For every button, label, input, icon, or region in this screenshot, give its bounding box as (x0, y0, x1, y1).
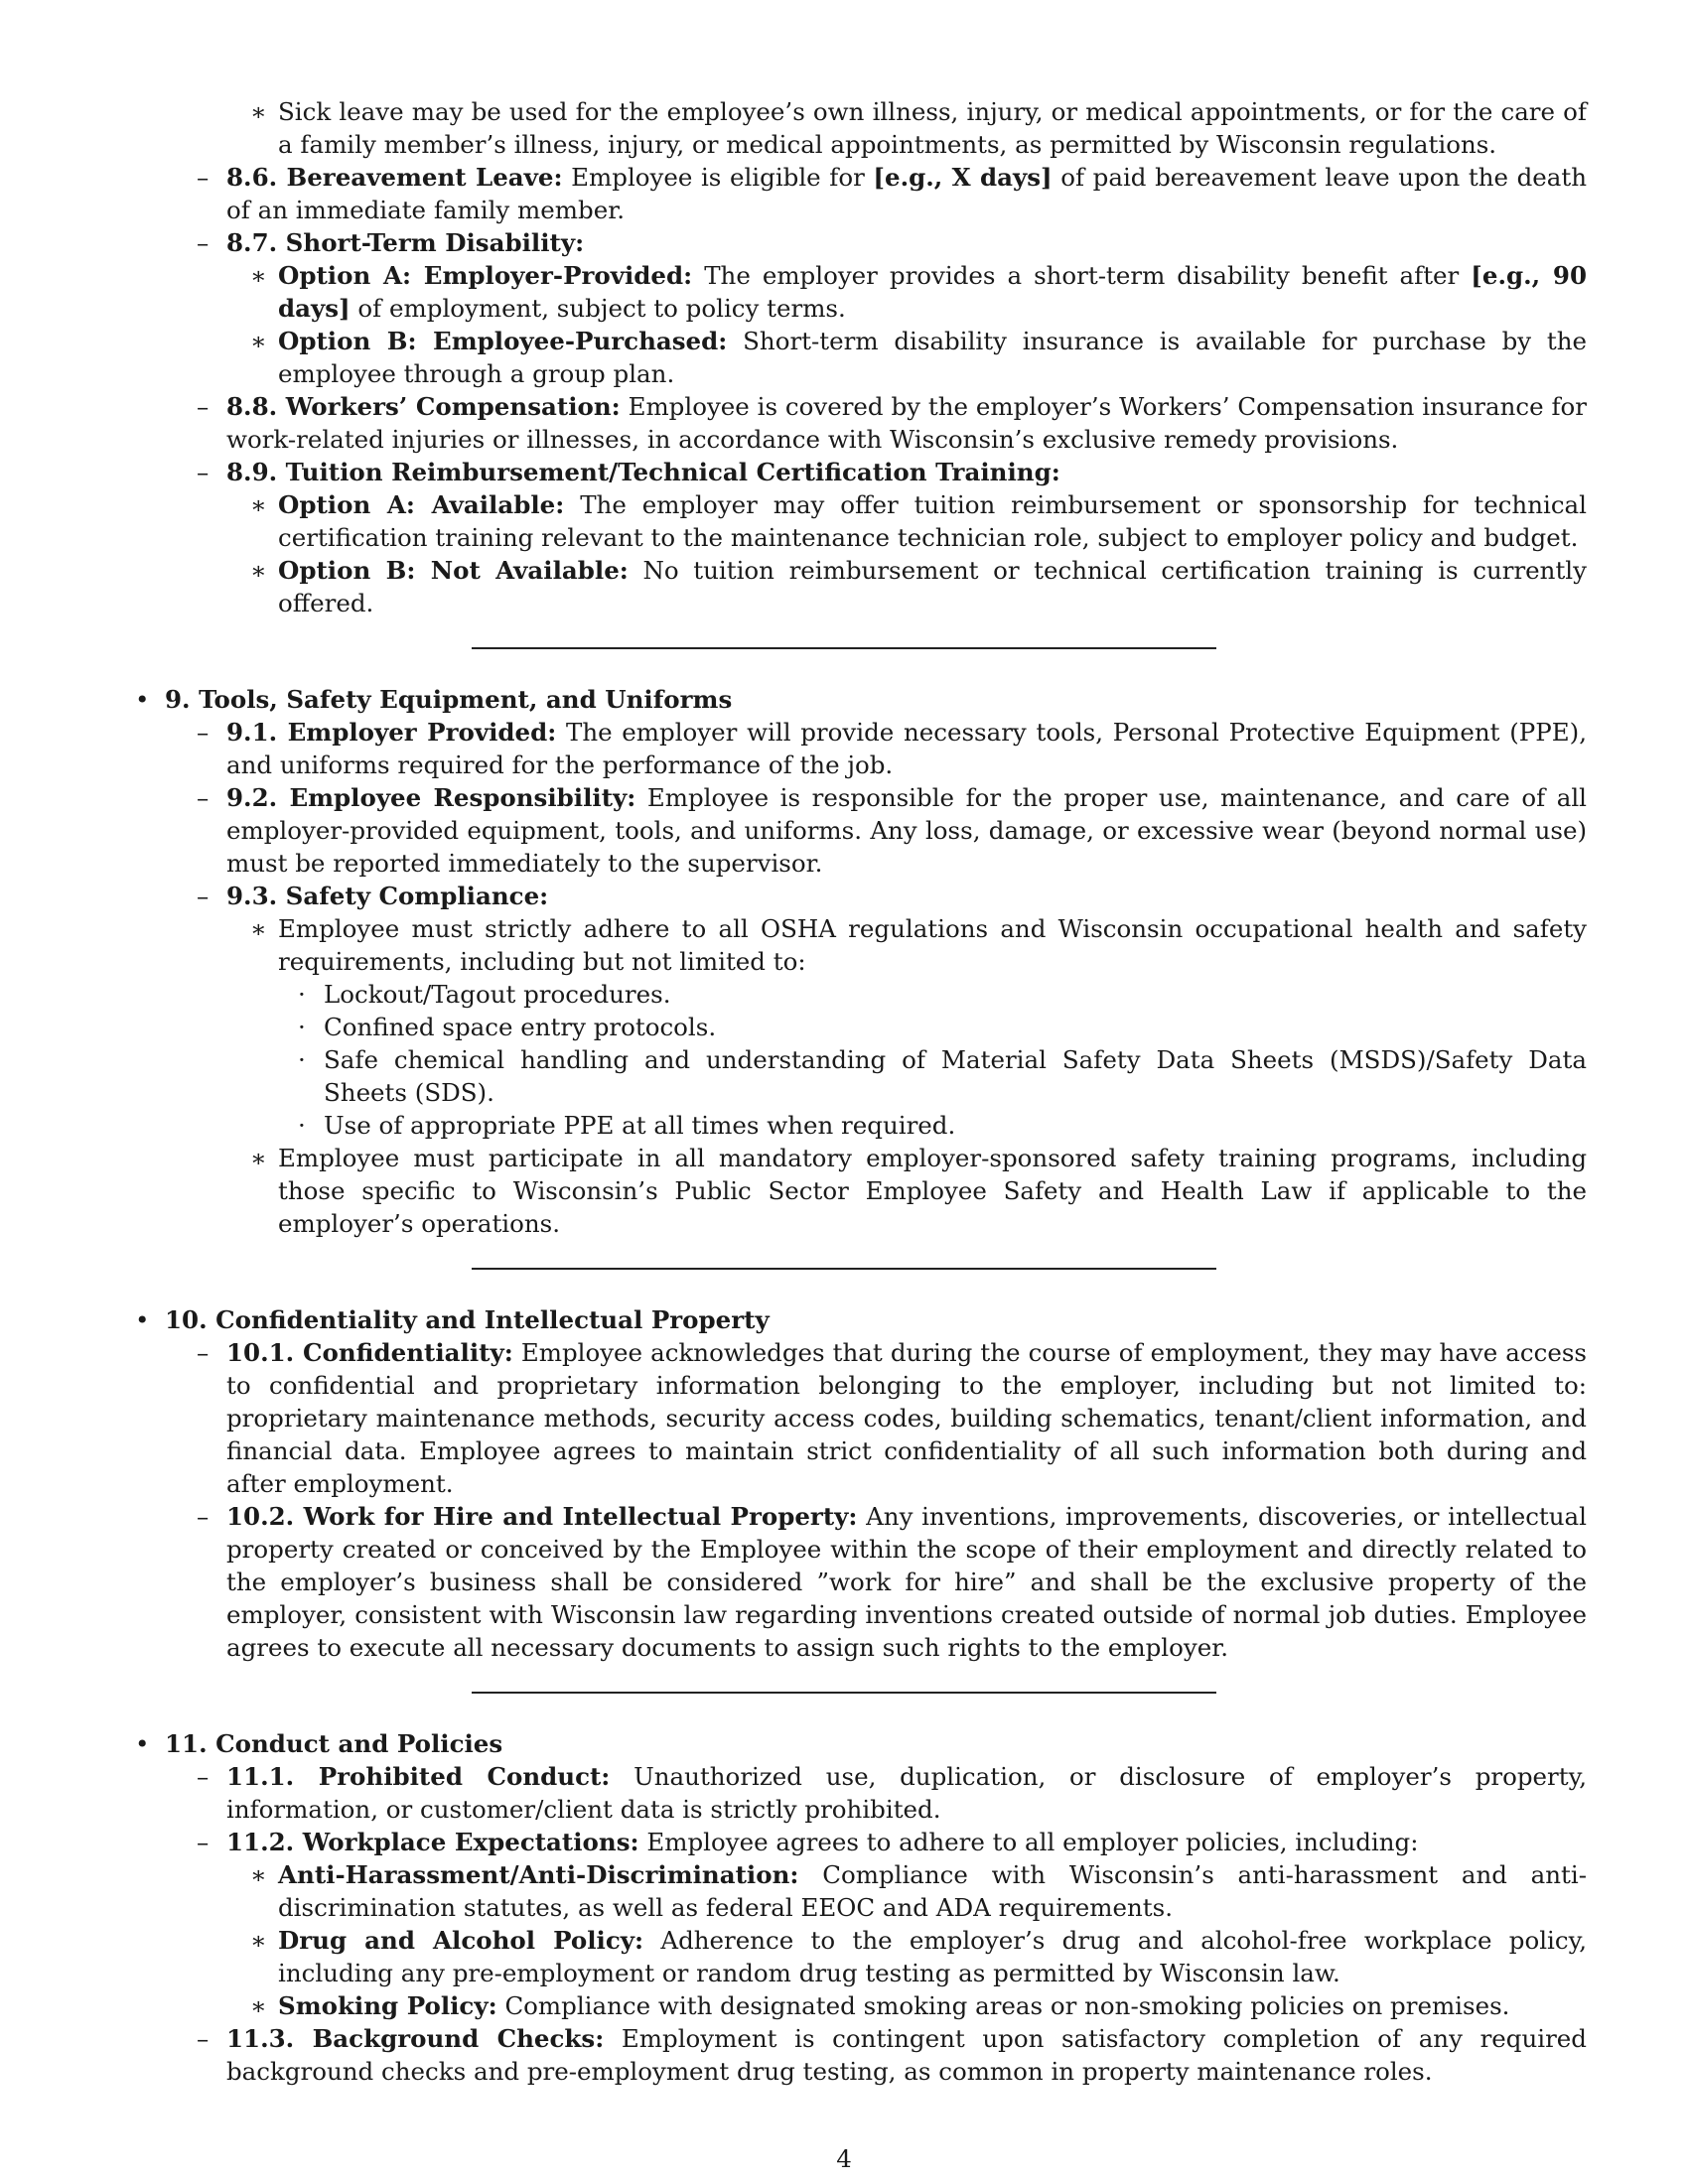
item-text: The employer will provide necessary tools, Personal Protective Equipment (PPE), and uniforms required for the performance of the job. (226, 718, 1587, 779)
item-label: 8.9. Tuition Reimbursement/Technical Certification Training: (226, 458, 1060, 486)
item-label: 11.2. Workplace Expectations: (226, 1828, 639, 1856)
dot-marker: · (298, 1013, 306, 1041)
dash-marker: – (197, 458, 210, 486)
star-marker: ∗ (250, 490, 267, 519)
item-label: 9.2. Employee Responsibility: (226, 783, 636, 812)
item-8-7-option-a (250, 259, 1588, 325)
item-text: Employment is contingent upon satisfactory completion of any required background checks and pre-employment drug testing, as common in property maintenance roles. (226, 2024, 1587, 2086)
item-label: 8.6. Bereavement Leave: (226, 163, 563, 192)
section-9-heading (135, 683, 1587, 716)
item-text: Employee is responsible for the proper use, maintenance, and care of all employer-provided equipment, tools, and uniforms. Any loss, damage, or excessive wear (beyond normal use) must be reported immediately to the supervisor. (226, 783, 1588, 878)
item-text: Employee must participate in all mandatory employer-sponsored safety training programs, including those specific to Wisconsin’s Public Sector Employee Safety and Health Law if applicable to the employer’s operations. (278, 1144, 1587, 1238)
dot-marker: · (298, 1111, 306, 1140)
placeholder-text: [e.g., X days] (873, 163, 1053, 192)
item-label: 8.7. Short-Term Disability: (226, 228, 585, 257)
item-8-9-option-b (250, 554, 1587, 619)
item-text: Employee agrees to adhere to all employer policies, including: (646, 1828, 1419, 1856)
bullet-marker: • (135, 1305, 150, 1334)
document-page (0, 95, 1688, 2088)
dash-marker: – (197, 392, 210, 421)
section-heading: 11. Conduct and Policies (165, 1729, 503, 1758)
star-marker: ∗ (250, 1991, 267, 2020)
option-text: The employer may offer tuition reimbursement or sponsorship for technical certification training relevant to the maintenance technician role, subject to employer policy and budget. (278, 490, 1587, 552)
item-9-3-a (250, 912, 1587, 978)
item-text: Employee must strictly adhere to all OSHA regulations and Wisconsin occupational health and safety requirements, including but not limited to: (278, 914, 1587, 976)
section-11-heading (135, 1727, 1587, 1760)
option-label: Option B: Employee-Purchased: (278, 327, 728, 355)
dash-marker: – (197, 1502, 210, 1531)
item-10-2 (197, 1500, 1587, 1664)
option-label: Option B: Not Available: (278, 556, 629, 585)
item-label: 8.8. Workers’ Compensation: (226, 392, 621, 421)
dash-marker: – (197, 1762, 210, 1791)
list-item-text: Use of appropriate PPE at all times when required. (324, 1111, 956, 1140)
dash-marker: – (197, 1338, 210, 1367)
list-item-text: Lockout/Tagout procedures. (324, 980, 671, 1009)
section-10-heading (135, 1303, 1587, 1336)
dash-marker: – (197, 783, 210, 812)
option-text: Adherence to the employer’s drug and alcohol-free workplace policy, including any pre-employment or random drug testing as permitted by Wisconsin law. (278, 1926, 1587, 1987)
star-marker: ∗ (250, 1144, 267, 1172)
page-number: 4 (836, 2144, 852, 2173)
option-text: The employer provides a short-term disability benefit after (704, 261, 1472, 290)
list-item-text: Confined space entry protocols. (324, 1013, 717, 1041)
item-text: Employee acknowledges that during the course of employment, they may have access to confidential and proprietary information belonging to the employer, including but not limited to: proprietary maintenance methods, security access codes, building schematics, tenant/client information, and financial data. Employee agrees to maintain strict confidentiality of all such information both during and after employment. (226, 1338, 1587, 1498)
dash-marker: – (197, 2024, 210, 2053)
item-9-3 (197, 880, 1587, 912)
option-text: Short-term disability insurance is available for purchase by the employee through a group plan. (278, 327, 1588, 388)
item-11-2-c (250, 1989, 1587, 2022)
option-text: Compliance with Wisconsin’s anti-harassment and anti-discrimination statutes, as well as federal EEOC and ADA requirements. (278, 1860, 1588, 1922)
list-item (298, 978, 1587, 1011)
item-11-1 (197, 1760, 1587, 1826)
item-text: Any inventions, improvements, discoveries, or intellectual property created or conceived by the Employee within the scope of their employment and directly related to the employer’s business shall be considered ”work for hire” and shall be the exclusive property of the employer, consistent with Wisconsin law regarding inventions created outside of normal job duties. Employee agrees to execute all necessary documents to assign such rights to the employer. (226, 1502, 1587, 1662)
star-marker: ∗ (250, 327, 267, 355)
dash-marker: – (197, 163, 210, 192)
item-8-7 (197, 226, 1587, 259)
sick-leave-item (250, 95, 1587, 161)
item-text: Unauthorized use, duplication, or disclosure of employer’s property, information, or customer/client data is strictly prohibited. (226, 1762, 1587, 1824)
item-11-3 (197, 2022, 1587, 2088)
star-marker: ∗ (250, 261, 267, 290)
star-marker: ∗ (250, 556, 267, 585)
star-marker: ∗ (250, 97, 267, 126)
list-item (298, 1043, 1587, 1109)
item-label: 10.1. Confidentiality: (226, 1338, 513, 1367)
item-8-9 (197, 456, 1587, 488)
item-8-9-option-a (250, 488, 1587, 554)
option-label: Smoking Policy: (278, 1991, 497, 2020)
dash-marker: – (197, 718, 210, 747)
item-9-1 (197, 716, 1587, 781)
option-text: No tuition reimbursement or technical certification training is currently offered. (278, 556, 1587, 617)
list-item (298, 1011, 1587, 1043)
dash-marker: – (197, 882, 210, 910)
item-text: Employee is eligible for (571, 163, 874, 192)
list-item (298, 1109, 1587, 1142)
dot-marker: · (298, 1045, 306, 1074)
placeholder-text: [e.g., 90 days] (278, 261, 1588, 323)
dash-marker: – (197, 228, 210, 257)
option-text: Compliance with designated smoking areas or non-smoking policies on premises. (504, 1991, 1510, 2020)
list-item-text: Safe chemical handling and understanding of Material Safety Data Sheets (MSDS)/Safety Data Sheets (SDS). (324, 1045, 1587, 1107)
option-label: Anti-Harassment/Anti-Discrimination: (278, 1860, 799, 1889)
bullet-marker: • (135, 1729, 150, 1758)
item-label: 9.1. Employer Provided: (226, 718, 557, 747)
item-8-7-option-b (250, 325, 1588, 390)
section-heading: 10. Confidentiality and Intellectual Property (165, 1305, 770, 1334)
item-11-2-b (250, 1924, 1587, 1989)
option-label: Option A: Employer-Provided: (278, 261, 693, 290)
item-8-8 (197, 390, 1587, 456)
option-label: Option A: Available: (278, 490, 565, 519)
item-text: Employee is covered by the employer’s Workers’ Compensation insurance for work-related injuries or illnesses, in accordance with Wisconsin’s exclusive remedy provisions. (226, 392, 1587, 454)
item-label: 11.1. Prohibited Conduct: (226, 1762, 611, 1791)
item-11-2 (197, 1826, 1587, 1858)
section-heading: 9. Tools, Safety Equipment, and Uniforms (165, 685, 733, 714)
star-marker: ∗ (250, 914, 267, 943)
item-9-3-b (250, 1142, 1587, 1240)
dash-marker: – (197, 1828, 210, 1856)
star-marker: ∗ (250, 1860, 267, 1889)
option-text: of employment, subject to policy terms. (350, 294, 846, 323)
dot-marker: · (298, 980, 306, 1009)
item-10-1 (197, 1336, 1587, 1500)
item-8-6 (197, 161, 1587, 226)
item-label: 9.3. Safety Compliance: (226, 882, 549, 910)
item-label: 10.2. Work for Hire and Intellectual Property: (226, 1502, 858, 1531)
sick-leave-text: Sick leave may be used for the employee’s own illness, injury, or medical appointments, or for the care of a family member’s illness, injury, or medical appointments, as permitted by Wisconsin regulations. (278, 97, 1587, 159)
item-label: 11.3. Background Checks: (226, 2024, 605, 2053)
bullet-marker: • (135, 685, 150, 714)
option-label: Drug and Alcohol Policy: (278, 1926, 644, 1955)
star-marker: ∗ (250, 1926, 267, 1955)
item-11-2-a (250, 1858, 1588, 1924)
item-text: of paid bereavement leave upon the death of an immediate family member. (226, 163, 1587, 224)
item-9-2 (197, 781, 1588, 880)
